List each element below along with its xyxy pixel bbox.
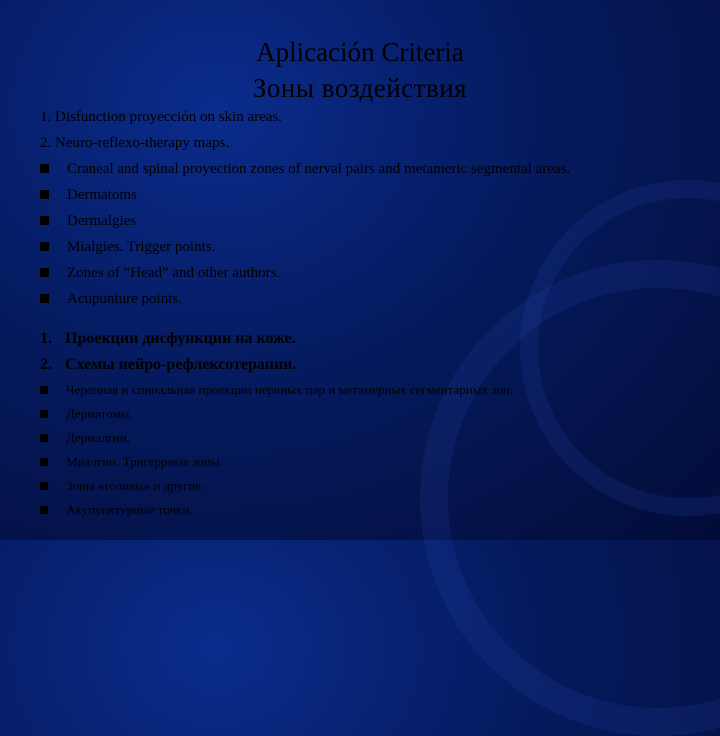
square-bullet-icon xyxy=(40,242,49,251)
square-bullet-icon xyxy=(40,506,48,514)
list-item xyxy=(40,156,700,182)
item-number: 1. xyxy=(40,109,52,125)
square-bullet-icon xyxy=(40,434,48,442)
square-bullet-icon xyxy=(40,482,48,490)
item-text: Neuro-reflexo-therapy maps. xyxy=(55,135,230,151)
item-text: Disfunction proyección on skin areas. xyxy=(55,109,283,125)
russian-numbered-list xyxy=(40,326,700,378)
item-text: Дерматомы. xyxy=(66,406,133,421)
english-list xyxy=(40,104,700,312)
list-item xyxy=(40,450,700,474)
item-text: Миалгии. Тригеррные зоны. xyxy=(66,454,223,469)
item-text: Дермалгии. xyxy=(66,430,131,445)
item-number: 1. xyxy=(40,330,52,347)
square-bullet-icon xyxy=(40,268,49,277)
numbered-item xyxy=(40,326,700,352)
list-item xyxy=(40,378,700,402)
list-item xyxy=(40,208,700,234)
item-text: Dermatoms xyxy=(67,187,137,203)
numbered-item xyxy=(40,130,700,156)
square-bullet-icon xyxy=(40,190,49,199)
list-item xyxy=(40,182,700,208)
item-number: 2. xyxy=(40,135,52,151)
list-item xyxy=(40,474,700,498)
slide-title xyxy=(80,34,640,106)
item-text: Dermalgies xyxy=(67,213,137,229)
square-bullet-icon xyxy=(40,386,48,394)
item-text: Zones of “Head” and other authors. xyxy=(67,265,281,281)
title-line-2: Зоны воздействия xyxy=(252,73,468,103)
title-line-1: Aplicación Criteria xyxy=(256,37,464,67)
item-text: Зоны «головы» и другие. xyxy=(66,478,205,493)
square-bullet-icon xyxy=(40,164,49,173)
item-text: Проекции дисфункции на коже. xyxy=(65,330,296,347)
item-text: Акупунктурные точки. xyxy=(66,502,193,517)
square-bullet-icon xyxy=(40,410,48,418)
list-item xyxy=(40,426,700,450)
numbered-item xyxy=(40,104,700,130)
russian-bullet-list xyxy=(40,378,700,522)
list-item xyxy=(40,498,700,522)
list-item xyxy=(40,402,700,426)
square-bullet-icon xyxy=(40,294,49,303)
list-item xyxy=(40,260,700,286)
item-number: 2. xyxy=(40,356,52,373)
item-text: Mialgies. Trigger points. xyxy=(67,239,216,255)
square-bullet-icon xyxy=(40,458,48,466)
list-item xyxy=(40,286,700,312)
item-text: Craneal and spinal proyection zones of nerval pairs and metameric segmental areas. xyxy=(67,161,571,177)
square-bullet-icon xyxy=(40,216,49,225)
item-text: Схемы нейро-рефлексотерапии. xyxy=(65,356,297,373)
numbered-item xyxy=(40,352,700,378)
item-text: Acupunture points. xyxy=(67,291,182,307)
item-text: Черепная и спинальная проекции нервных пар и метамерных сегментарных зон. xyxy=(66,382,513,397)
list-item xyxy=(40,234,700,260)
